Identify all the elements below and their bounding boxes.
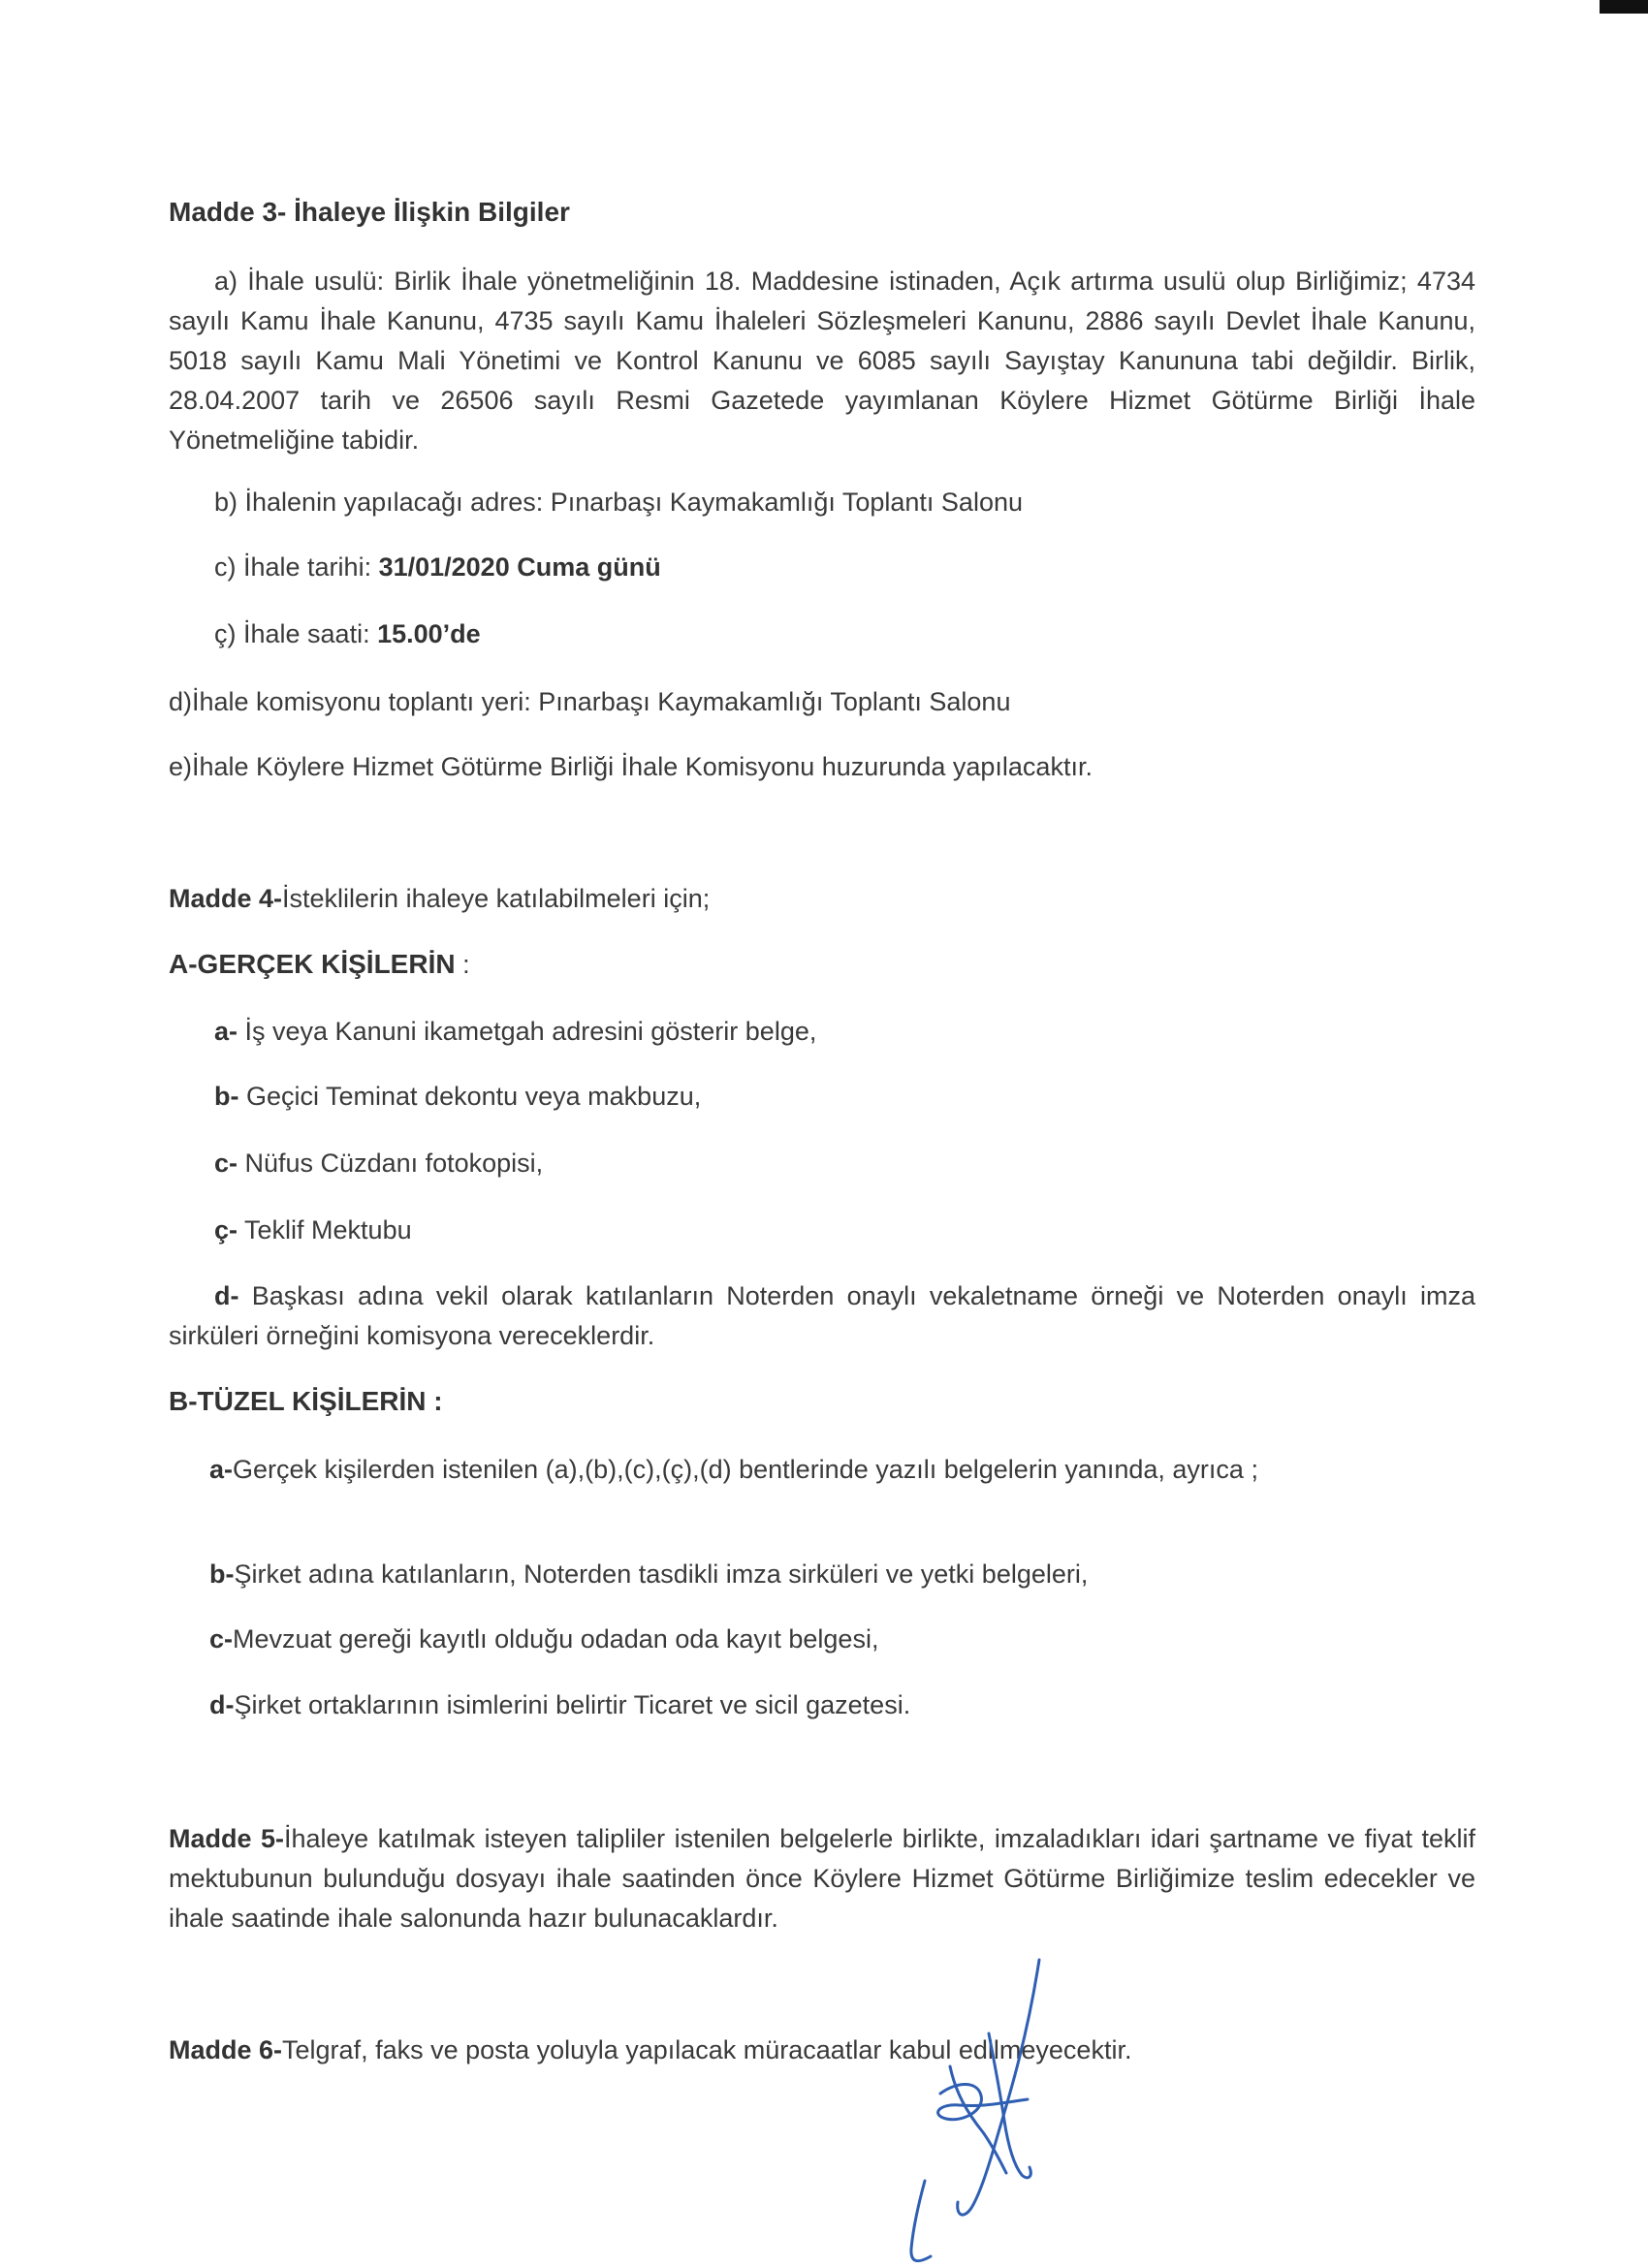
- tuzel-item-a-key: a-: [209, 1455, 234, 1484]
- tuzel-heading: B-TÜZEL KİŞİLERİN :: [169, 1386, 443, 1416]
- tuzel-item-c-text: Mevzuat gereği kayıtlı olduğu odadan oda kayıt belgesi,: [233, 1624, 879, 1654]
- gercek-item-c-text: Nüfus Cüzdanı fotokopisi,: [238, 1149, 544, 1178]
- handwritten-signature-icon: [892, 1948, 1066, 2268]
- gercek-item-a-key: a-: [214, 1017, 238, 1046]
- madde4-title-rest: İsteklilerin ihaleye katılabilmeleri için;: [282, 884, 711, 913]
- tuzel-item-c: [169, 1620, 1475, 1659]
- madde5-text: İhaleye katılmak isteyen talipliler istenilen belgelerle birlikte, imzaladıkları idari şartname ve fiyat teklif mektubunun bulunduğu dosyayı ihale saatinden önce Köylere Hizmet Götürme Birliğimize teslim edecekler ve ihale saatinde ihale salonunda hazır bulunacaklardır.: [169, 1824, 1475, 1933]
- gercek-item-d-text: Başkası adına vekil olarak katılanların Noterden onaylı vekaletname örneği ve Noterden onaylı imza sirküleri örneğini komisyona vereceklerdir.: [169, 1281, 1475, 1350]
- madde3-c-value: 31/01/2020 Cuma günü: [378, 552, 661, 582]
- gercek-heading: [169, 944, 1475, 985]
- madde6: [169, 2031, 1475, 2070]
- tuzel-item-a: [169, 1450, 1475, 1490]
- madde5: [169, 1819, 1475, 1938]
- madde3-cc-value: 15.00’de: [377, 619, 481, 648]
- gercek-heading-suffix: :: [455, 950, 470, 979]
- tuzel-item-d: [169, 1685, 1475, 1725]
- madde3-c-label: c) İhale tarihi:: [214, 552, 379, 582]
- tuzel-item-d-key: d-: [209, 1690, 235, 1719]
- madde3-c: [169, 548, 1475, 587]
- gercek-item-cc-text: Teklif Mektubu: [238, 1215, 412, 1244]
- gercek-item-d: [169, 1276, 1475, 1356]
- madde3-cc-label: ç) İhale saati:: [214, 619, 378, 648]
- madde4-title-bold: Madde 4-: [169, 884, 283, 913]
- gercek-item-cc-key: ç-: [214, 1215, 238, 1244]
- madde3-a: a) İhale usulü: Birlik İhale yönetmeliğinin 18. Maddesine istinaden, Açık artırma usulü olup Birliğimiz; 4734 sayılı Kamu İhale Kanunu, 4735 sayılı Kamu İhaleleri Sözleşmeleri Kanunu, 2886 sayılı Devlet İhale Kanunu, 5018 sayılı Kamu Mali Yönetimi ve Kontrol Kanunu ve 6085 sayılı Sayıştay Kanununa tabi değildir. Birlik, 28.04.2007 tarih ve 26506 sayılı Resmi Gazetede yayımlanan Köylere Hizmet Götürme Birliği İhale Yönetmeliğine tabidir.: [169, 267, 1475, 455]
- gercek-item-a-text: İş veya Kanuni ikametgah adresini gösterir belge,: [238, 1017, 817, 1046]
- gercek-item-d-key: d-: [214, 1281, 239, 1310]
- tuzel-item-c-key: c-: [209, 1624, 234, 1654]
- tuzel-item-d-text: Şirket ortaklarının isimlerini belirtir Ticaret ve sicil gazetesi.: [234, 1690, 911, 1719]
- madde5-title: Madde 5-: [169, 1824, 285, 1853]
- gercek-item-b-text: Geçici Teminat dekontu veya makbuzu,: [238, 1082, 702, 1111]
- tuzel-item-b: [169, 1555, 1475, 1594]
- madde3-cc: [169, 614, 1475, 654]
- gercek-item-a: [169, 1012, 1475, 1052]
- gercek-heading-text: A-GERÇEK KİŞİLERİN: [169, 949, 456, 979]
- madde3-e: e)İhale Köylere Hizmet Götürme Birliği İhale Komisyonu huzurunda yapılacaktır.: [169, 752, 1093, 781]
- tuzel-item-b-key: b-: [209, 1559, 235, 1589]
- madde6-title: Madde 6-: [169, 2035, 283, 2064]
- madde3-d: d)İhale komisyonu toplantı yeri: Pınarbaşı Kaymakamlığı Toplantı Salonu: [169, 687, 1011, 716]
- tuzel-item-b-text: Şirket adına katılanların, Noterden tasdikli imza sirküleri ve yetki belgeleri,: [234, 1559, 1089, 1589]
- gercek-item-b: [169, 1077, 1475, 1117]
- gercek-item-c-key: c-: [214, 1149, 238, 1178]
- madde4-title: [169, 879, 1475, 919]
- gercek-item-c: [169, 1144, 1475, 1183]
- gercek-item-b-key: b-: [214, 1082, 239, 1111]
- madde3-title: Madde 3- İhaleye İlişkin Bilgiler: [169, 197, 570, 227]
- tuzel-item-a-text: Gerçek kişilerden istenilen (a),(b),(c),(ç),(d) bentlerinde yazılı belgelerin yanında, ayrıca ;: [233, 1455, 1258, 1484]
- madde6-text: Telgraf, faks ve posta yoluyla yapılacak müracaatlar kabul edilmeyecektir.: [282, 2035, 1132, 2064]
- madde3-b: b) İhalenin yapılacağı adres: Pınarbaşı Kaymakamlığı Toplantı Salonu: [214, 488, 1023, 517]
- gercek-item-cc: [169, 1211, 1475, 1250]
